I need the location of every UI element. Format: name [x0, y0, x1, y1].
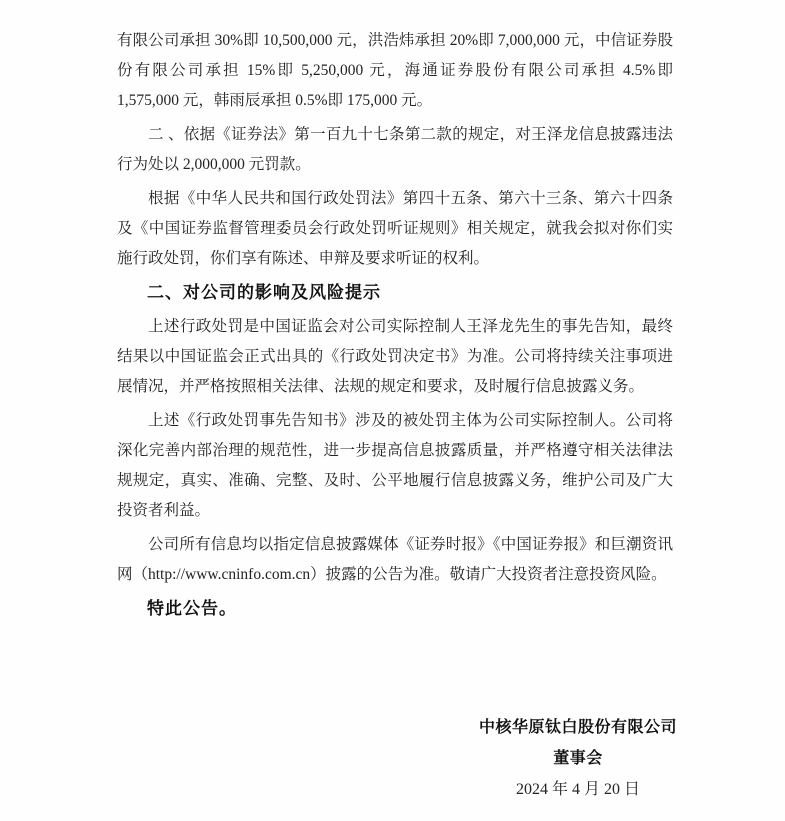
announcement-date: 2024 年 4 月 20 日 [515, 781, 640, 798]
board-of-directors-label: 董事会 [553, 750, 603, 767]
paragraph-penalty-allocation: 有限公司承担 30%即 10,500,000 元，洪浩炜承担 20%即 7,000,000 元，中信证券股份有限公司承担 15%即 5,250,000 元，海通证券股份有限公司承担 4.5%即 1,575,000 元，韩雨辰承担 0.5%即 175,000 元。 [117, 32, 673, 109]
company-name: 中核华原钛白股份有限公司 [478, 719, 677, 736]
signature-block [468, 713, 688, 806]
closing-statement: 特此公告。 [147, 599, 237, 618]
paragraph-disclosure-media: 公司所有信息均以指定信息披露媒体《证券时报》《中国证券报》和巨潮资讯网（http://www.cninfo.com.cn）披露的公告为准。敬请广大投资者注意投资风险。 [117, 536, 673, 583]
paragraph-prior-notice-status: 上述行政处罚是中国证监会对公司实际控制人王泽龙先生的事先告知，最终结果以中国证监会正式出具的《行政处罚决定书》为准。公司将持续关注事项进展情况，并严格按照相关法律、法规的规定和要求，及时履行信息披露义务。 [117, 318, 673, 395]
paragraph-governance-commitment: 上述《行政处罚事先告知书》涉及的被处罚主体为公司实际控制人。公司将深化完善内部治理的规范性，进一步提高信息披露质量，并严格遵守相关法律法规规定，真实、准确、完整、及时、公平地履行信息披露义务，维护公司及广大投资者利益。 [117, 412, 673, 519]
paragraph-hearing-rights: 根据《中华人民共和国行政处罚法》第四十五条、第六十三条、第六十四条及《中国证券监督管理委员会行政处罚听证规则》相关规定，就我会拟对你们实施行政处罚，你们享有陈述、申辩及要求听证的权利。 [117, 190, 673, 267]
section-heading-impact-and-risk: 二、对公司的影响及风险提示 [147, 283, 381, 302]
paragraph-securities-law-fine: 二 、依据《证券法》第一百九十七条第二款的规定，对王泽龙信息披露违法行为处以 2,000,000 元罚款。 [117, 126, 673, 173]
